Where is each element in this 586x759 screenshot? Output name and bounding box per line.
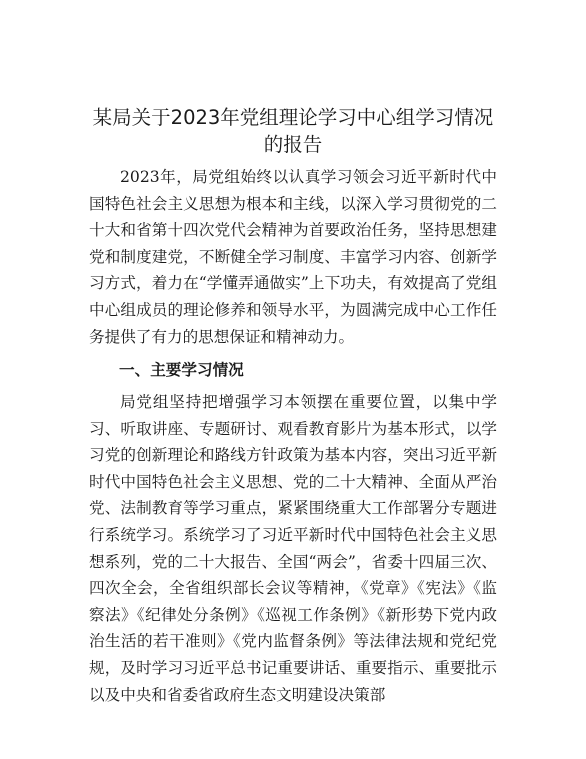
section-1-paragraph: 局党组坚持把增强学习本领摆在重要位置，以集中学习、听取讲座、专题研讨、观看教育影片为基本形式，以学习党的创新理论和路线方针政策为基本内容，突出习近平新时代中国特色社会主义思想、党的二十大精神、全面从严治党、法制教育等学习重点，紧紧围绕重大工作部署分专题进行系统学习。系统学习了习近平新时代中国特色社会主义思想系列，党的二十大报告、全国“两会”，省委十四届三次、四次全会，全省组织部长会议等精神，《党章》《宪法》《监察法》《纪律处分条例》《巡视工作条例》《新形势下党内政治生活的若干准则》《党内监督条例》等法律法规和党纪党规，及时学习习近平总书记重要讲话、重要指示、重要批示以及中央和省委省政府生态文明建设决策部 [89,393,497,704]
section-1-heading: 一、主要学习情况 [119,360,244,379]
report-title-line-1: 某局关于2023年党组理论学习中心组学习情况 [92,106,494,129]
intro-paragraph: 2023年，局党组始终以认真学习领会习近平新时代中国特色社会主义思想为根本和主线，以深入学习贯彻党的二十大和省第十四次党代会精神为首要政治任务，坚持思想建党和制度建党，不断健全学习制度、丰富学习内容、创新学习方式，着力在“学懂弄通做实”上下功夫，有效提高了党组中心组成员的理论修养和领导水平，为圆满完成中心工作任务提供了有力的思想保证和精神动力。 [89,168,497,346]
report-title-line-2: 的报告 [263,133,323,156]
